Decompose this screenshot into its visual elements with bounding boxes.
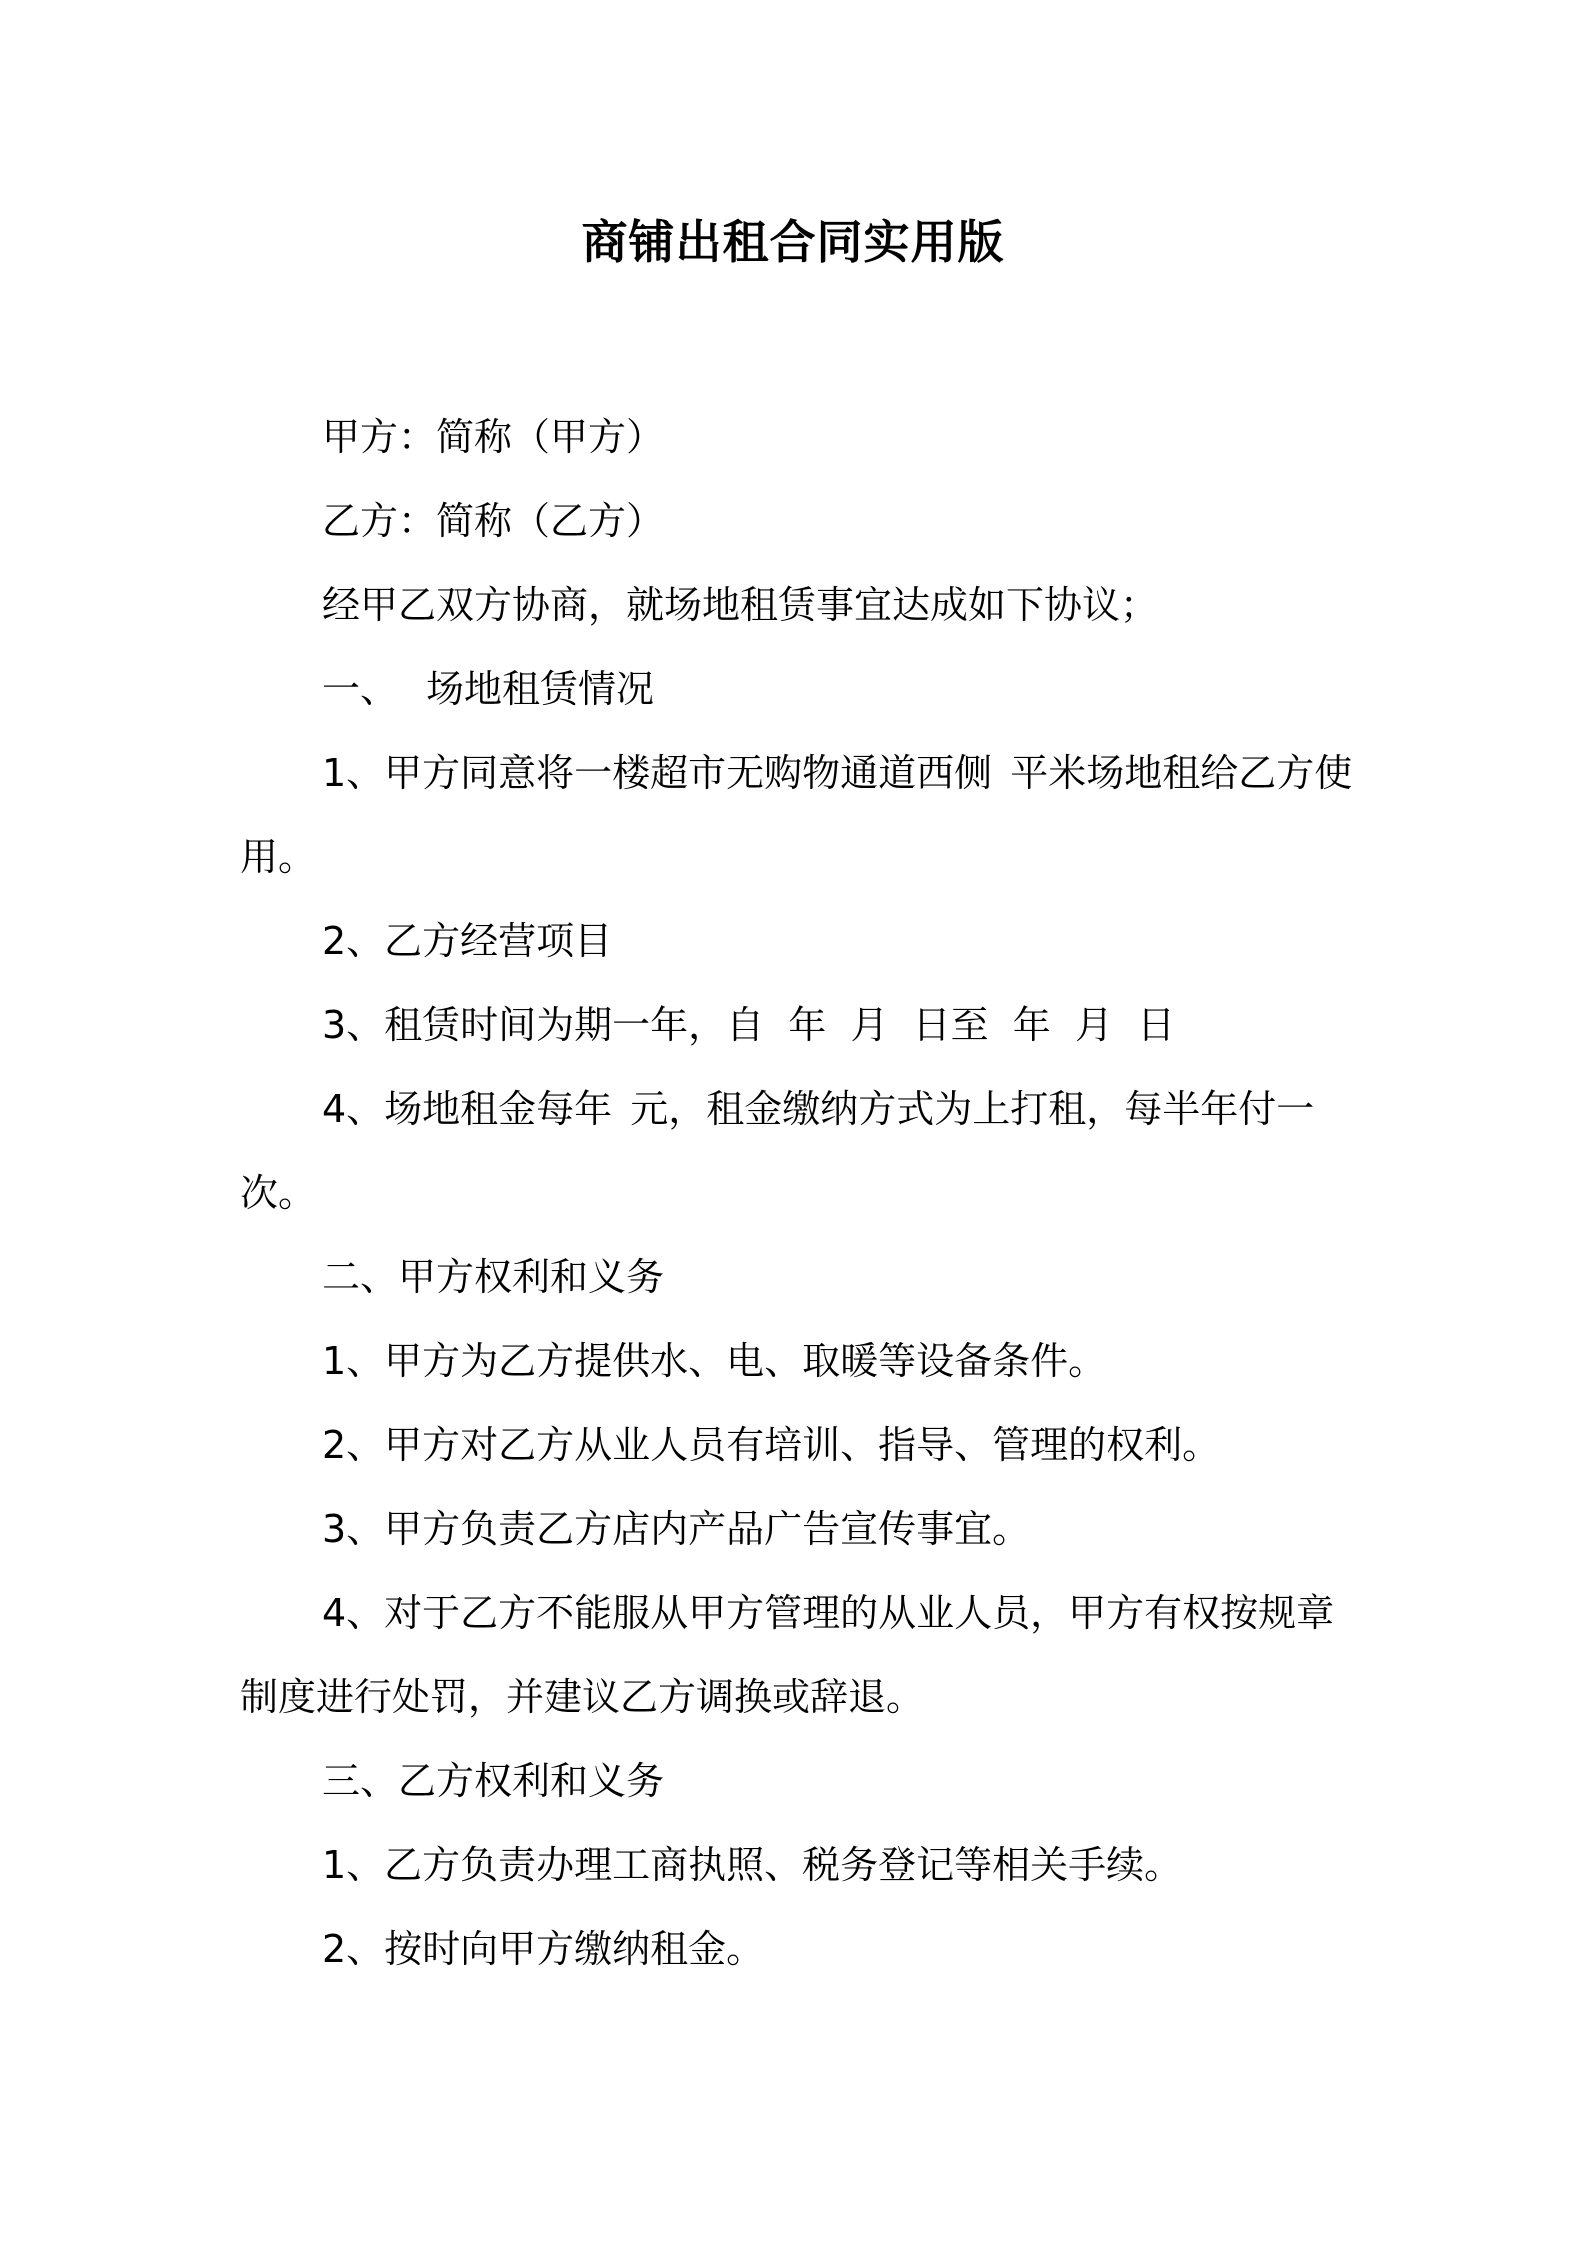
section1-item1-part-b: 平米场地租给乙方使用。 bbox=[240, 751, 1353, 879]
section1-item2: 2、乙方经营项目 bbox=[322, 919, 613, 963]
section2-item4: 4、对于乙方不能服从甲方管理的从业人员，甲方有权按规章制度进行处罚，并建议乙方调换或辞退。 bbox=[240, 1591, 1335, 1719]
section3-item1: 1、乙方负责办理工商执照、税务登记等相关手续。 bbox=[322, 1843, 1183, 1887]
section1-heading bbox=[240, 647, 1360, 731]
section3-item2: 2、按时向甲方缴纳租金。 bbox=[322, 1927, 765, 1971]
section3-heading: 三、乙方权利和义务 bbox=[322, 1759, 665, 1803]
section2-heading: 二、甲方权利和义务 bbox=[322, 1255, 665, 1299]
party-b-line: 乙方：简称（乙方） bbox=[322, 499, 665, 543]
section1-item4-part-a: 4、场地租金每年 bbox=[322, 1087, 613, 1131]
intro-line: 经甲乙双方协商，就场地租赁事宜达成如下协议； bbox=[322, 583, 1159, 627]
section1-item4 bbox=[240, 1067, 1360, 1235]
section2-item3: 3、甲方负责乙方店内产品广告宣传事宜。 bbox=[322, 1507, 1031, 1551]
section1-heading-number: 一、 bbox=[322, 667, 399, 711]
section1-item1-part-a: 1、甲方同意将一楼超市无购物通道西侧 bbox=[322, 751, 993, 795]
section2-item1: 1、甲方为乙方提供水、电、取暖等设备条件。 bbox=[322, 1339, 1107, 1383]
section2-item2: 2、甲方对乙方从业人员有培训、指导、管理的权利。 bbox=[322, 1423, 1221, 1467]
section1-item4-part-b: 元，租金缴纳方式为上打租，每半年付一次。 bbox=[240, 1087, 1315, 1215]
document-title: 商铺出租合同实用版 bbox=[581, 215, 1005, 269]
party-a-line: 甲方：简称（甲方） bbox=[322, 415, 665, 459]
section1-item3: 3、租赁时间为期一年，自 年 月 日至 年 月 日 bbox=[322, 1003, 1176, 1047]
section1-heading-text: 场地租赁情况 bbox=[426, 667, 655, 711]
section1-item1 bbox=[240, 731, 1360, 899]
